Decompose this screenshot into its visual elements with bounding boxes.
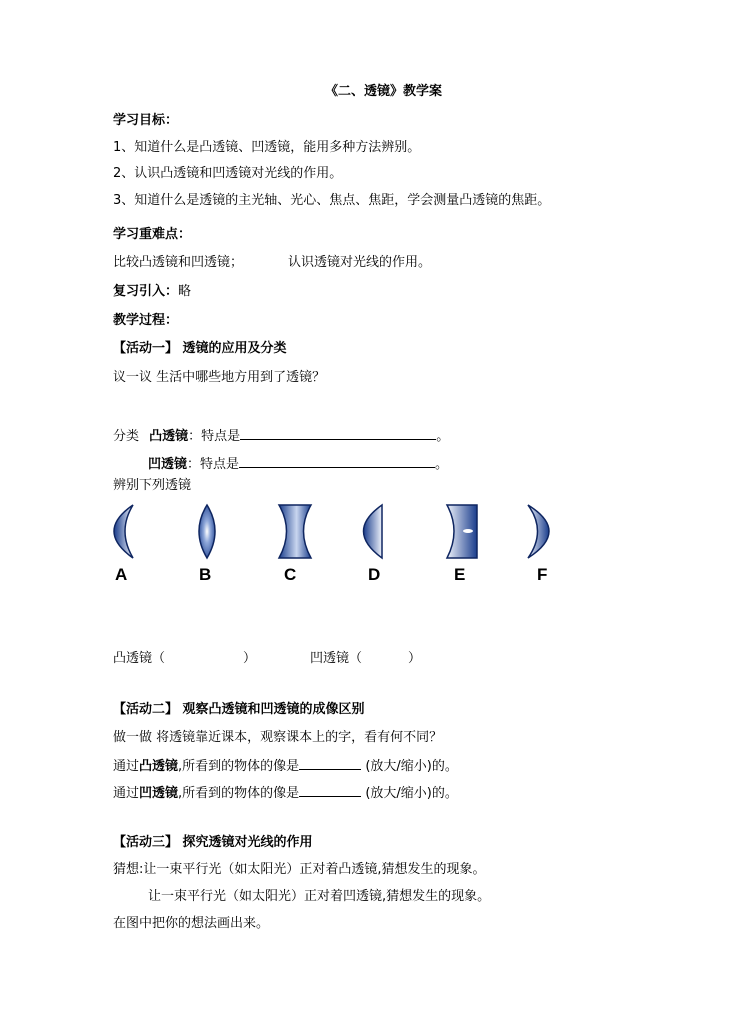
lens-label-b: B bbox=[199, 565, 212, 584]
concave-period: 。 bbox=[435, 457, 449, 472]
lens-a-shape bbox=[114, 505, 133, 558]
activity2-line2 bbox=[113, 783, 458, 803]
process-heading: 教学过程： bbox=[113, 313, 179, 328]
activity3-guess1: 猜想:让一束平行光（如太阳光）正对着凸透镜,猜想发生的现象。 bbox=[113, 862, 486, 877]
classify-prefix: 分类 bbox=[113, 429, 140, 444]
goal-item-2: 2、认识凸透镜和凹透镜对光线的作用。 bbox=[113, 166, 343, 181]
activity2-heading: 【活动二】 观察凸透镜和凹透镜的成像区别 bbox=[113, 702, 365, 717]
lens-figure bbox=[95, 500, 585, 585]
concave-answer-label: 凹透镜（ bbox=[310, 651, 363, 666]
line2-pre: 通过 bbox=[113, 786, 140, 801]
line1-blank[interactable] bbox=[299, 756, 361, 770]
convex-feature-blank[interactable] bbox=[240, 426, 436, 440]
activity1-heading: 【活动一】 透镜的应用及分类 bbox=[113, 341, 287, 356]
goal-item-1: 1、知道什么是凸透镜、凹透镜，能用多种方法辨别。 bbox=[113, 140, 421, 155]
convex-answer-label: 凸透镜（ bbox=[113, 651, 166, 666]
goals-heading: 学习目标： bbox=[113, 113, 179, 128]
lens-label-a: A bbox=[115, 565, 128, 584]
line1-pre: 通过 bbox=[113, 759, 140, 774]
activity3-draw: 在图中把你的想法画出来。 bbox=[113, 916, 270, 931]
line2-post: (放大/缩小)的。 bbox=[365, 786, 458, 801]
page-title: 《二、透镜》教学案 bbox=[325, 84, 443, 99]
line2-blank[interactable] bbox=[299, 783, 361, 797]
lens-d-shape bbox=[364, 505, 383, 558]
key-points-heading: 学习重难点： bbox=[113, 227, 192, 242]
line2-mid: ,所看到的物体的像是 bbox=[178, 786, 300, 801]
line1-lens: 凸透镜 bbox=[139, 759, 179, 774]
lens-f-shape bbox=[528, 505, 549, 558]
lens-c-shape bbox=[279, 505, 311, 558]
review-text: 略 bbox=[178, 284, 192, 299]
lens-label-d: D bbox=[368, 565, 381, 584]
convex-period: 。 bbox=[436, 429, 450, 444]
classify-concave-line bbox=[148, 454, 448, 474]
lens-label-f: F bbox=[537, 565, 548, 584]
goal-item-3: 3、知道什么是透镜的主光轴、光心、焦点、焦距，学会测量凸透镜的焦距。 bbox=[113, 193, 551, 208]
lens-label-c: C bbox=[284, 565, 297, 584]
concave-answer-close: ） bbox=[408, 651, 422, 666]
line2-lens: 凹透镜 bbox=[139, 786, 179, 801]
activity3-guess2: 让一束平行光（如太阳光）正对着凹透镜,猜想发生的现象。 bbox=[148, 889, 491, 904]
review-line bbox=[113, 283, 191, 301]
activity2-intro: 做一做 将透镜靠近课本，观察课本上的字，看有何不同？ bbox=[113, 730, 443, 745]
line1-post: (放大/缩小)的。 bbox=[365, 759, 458, 774]
convex-answer bbox=[113, 650, 256, 668]
classify-convex-line bbox=[113, 426, 449, 446]
review-heading: 复习引入： bbox=[113, 284, 179, 299]
concave-feature-text: ：特点是 bbox=[187, 457, 240, 472]
identify-text: 辨别下列透镜 bbox=[113, 478, 192, 493]
activity1-question: 议一议 生活中哪些地方用到了透镜？ bbox=[113, 370, 326, 385]
key-points-part1: 比较凸透镜和凹透镜； bbox=[113, 255, 244, 270]
lens-label-e: E bbox=[454, 565, 466, 584]
key-points-part2: 认识透镜对光线的作用。 bbox=[288, 255, 432, 270]
activity3-heading: 【活动三】 探究透镜对光线的作用 bbox=[113, 835, 313, 850]
lens-b-shape bbox=[199, 505, 215, 558]
activity2-line1 bbox=[113, 756, 458, 776]
lens-figure-svg bbox=[95, 500, 585, 585]
convex-answer-close: ） bbox=[243, 651, 257, 666]
concave-feature-blank[interactable] bbox=[239, 454, 435, 468]
lens-e-highlight bbox=[463, 529, 473, 533]
concave-label: 凹透镜 bbox=[148, 457, 188, 472]
line1-mid: ,所看到的物体的像是 bbox=[178, 759, 300, 774]
concave-answer bbox=[310, 650, 421, 668]
convex-label: 凸透镜 bbox=[149, 429, 189, 444]
convex-feature-text: ：特点是 bbox=[188, 429, 241, 444]
